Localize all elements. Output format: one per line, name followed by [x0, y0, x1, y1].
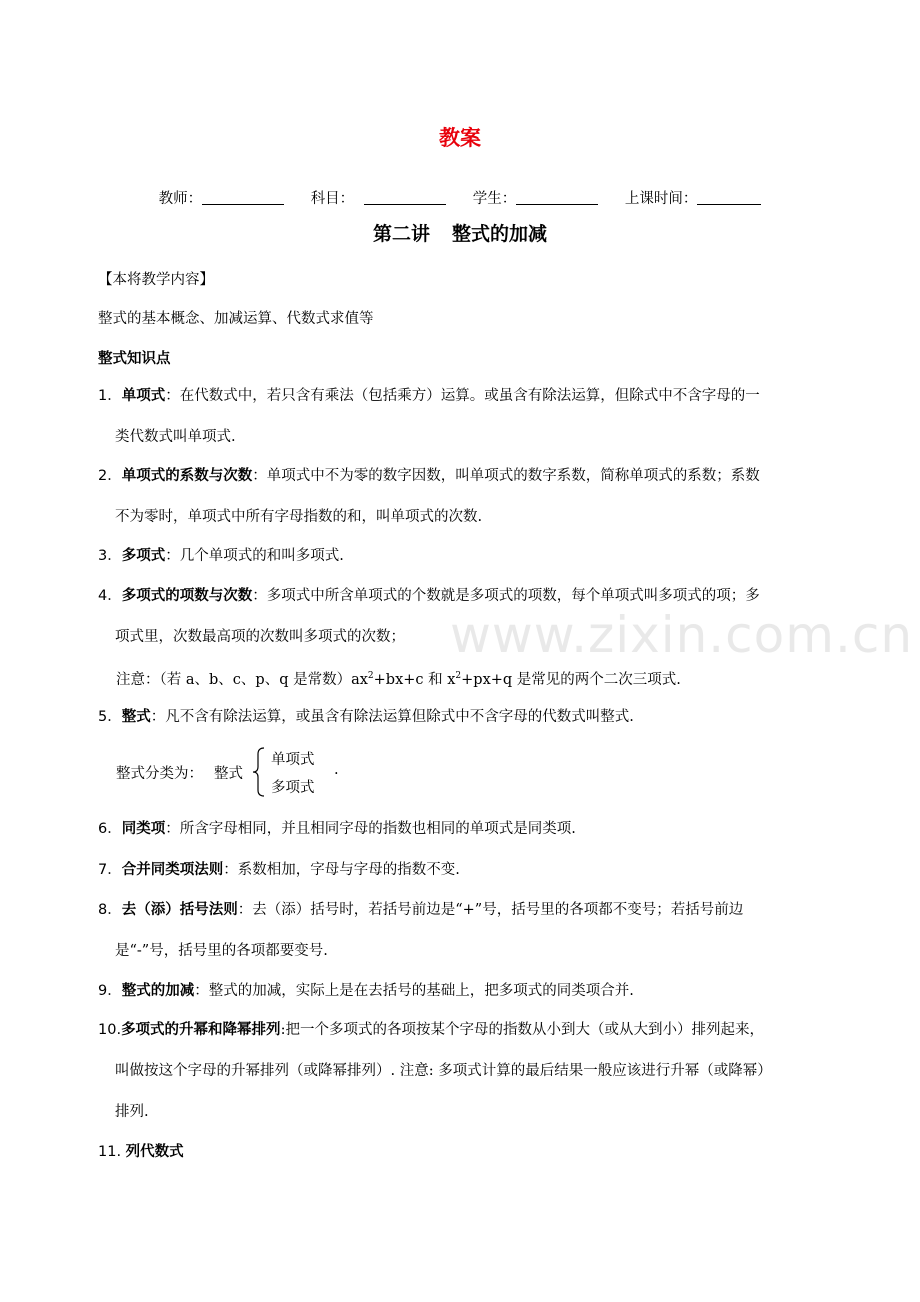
list-item: 7．合并同类项法则：系数相加，字母与字母的指数不变. [98, 862, 460, 878]
document-title: 教案 [439, 126, 481, 150]
teacher-label: 教师： [158, 191, 203, 207]
brace-icon [252, 747, 266, 797]
list-item: 2．单项式的系数与次数：单项式中不为零的数字因数，叫单项式的数字系数，简称单项式的系数；系数 不为零时，单项式中所有字母指数的和，叫单项式的次数. [98, 468, 760, 525]
section-title: 整式知识点 [98, 351, 171, 367]
info-line [0, 187, 920, 208]
subject-label: 科目： [310, 191, 355, 207]
time-label: 上课时间： [624, 191, 698, 207]
list-item: 9．整式的加减：整式的加减，实际上是在去括号的基础上，把多项式的同类项合并. [98, 983, 634, 999]
lecture-heading [0, 219, 920, 246]
list-item: 4．多项式的项数与次数：多项式中所含单项式的个数就是多项式的项数，每个单项式叫多项式的项；多 项式里，次数最高项的次数叫多项式的次数； [98, 588, 760, 645]
list-item: 10.多项式的升幂和降幂排列:把一个多项式的各项按某个字母的指数从小到大（或从大到小）排列起来， 叫做按这个字母的升幂排列（或降幂排列）. 注意: 多项式计算的最后结果一般应该进行升幂（或降幂） 排列. [98, 1022, 772, 1120]
classification-root: 整式 [214, 766, 243, 782]
branch-polynomial: 多项式 [271, 780, 315, 796]
note-line: 注意：（若 a、b、c、p、q 是常数）$ax^2+bx+c$ 和 $x^2+px+q$ 是常见的两个二次三项式. [116, 671, 681, 688]
content-header: 【本将教学内容】 [98, 272, 214, 288]
teacher-blank[interactable] [202, 190, 284, 205]
lecture-name: 整式的加减 [452, 223, 548, 245]
student-label: 学生： [472, 191, 517, 207]
branch-monomial: 单项式 [271, 752, 315, 768]
lecture-number: 第二讲 [372, 223, 430, 245]
list-item: 3．多项式：几个单项式的和叫多项式. [98, 548, 344, 564]
classification-label: 整式分类为： [116, 766, 203, 782]
student-blank[interactable] [516, 190, 598, 205]
list-item: 5．整式：凡不含有除法运算，或虽含有除法运算但除式中不含字母的代数式叫整式. [98, 709, 634, 725]
list-item: 6．同类项：所含字母相同，并且相同字母的指数也相同的单项式是同类项. [98, 821, 576, 837]
list-item: 1．单项式：在代数式中，若只含有乘法（包括乘方）运算。或虽含有除法运算，但除式中不含字母的一 类代数式叫单项式. [98, 388, 760, 445]
content-text: 整式的基本概念、加减运算、代数式求值等 [98, 311, 374, 327]
subject-blank[interactable] [364, 190, 446, 205]
list-item: 11. 列代数式 [98, 1144, 184, 1160]
list-item: 8．去（添）括号法则：去（添）括号时，若括号前边是“+”号，括号里的各项都不变号；若括号前边 是“-”号，括号里的各项都要变号. [98, 902, 744, 959]
watermark: www.zixin.com.cn [450, 606, 914, 664]
time-blank[interactable] [697, 190, 761, 205]
classification-end: . [334, 762, 339, 778]
